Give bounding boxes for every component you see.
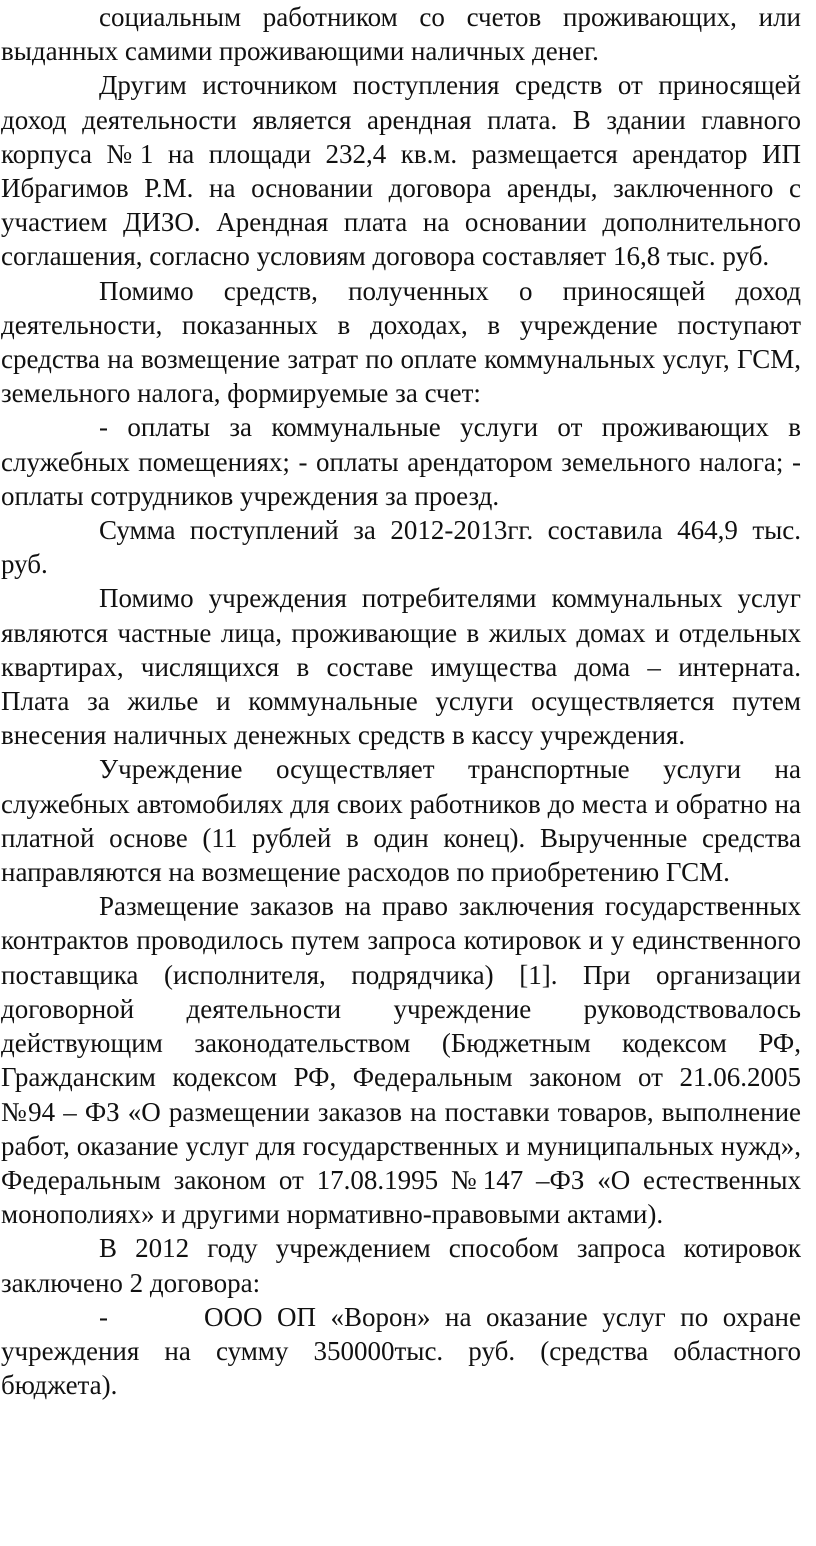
paragraph-cost-reimbursement: Помимо средств, полученных о приносящей доход деятельности, показанных в доходах, в учреждение поступают средства на возмещение затрат по оплате коммунальных услуг, ГСМ, земельного налога, формируемые за счет: [1,275,801,409]
paragraph-continuation: социальным работником со счетов проживающих, или выданных самими проживающими наличных денег. [1,2,801,67]
bullet-dash: - [99,1301,108,1332]
paragraph-payment-sources: - оплаты за коммунальные услуги от проживающих в служебных помещениях; - оплаты арендатором земельного налога; - оплаты сотрудников учреждения за проезд. [1,412,801,511]
paragraph-procurement: Размещение заказов на право заключения государственных контрактов проводилось путем запроса котировок и у единственного поставщика (исполнителя, подрядчика) [1]. При организации договорной деятельности учреждение руководствовалось действующим законодательством (Бюджетным кодексом РФ, Гражданским кодексом РФ, Федеральным законом от 21.06.2005 №94 – ФЗ «О размещении заказов на поставки товаров, выполнение работ, оказание услуг для государственных и муниципальных нужд», Федеральным законом от 17.08.1995 №147 –ФЗ «О естественных монополиях» и другими нормативно-правовыми актами). [1,891,801,1230]
bullet-item-voron [1,1300,801,1403]
paragraph-receipts-total: Сумма поступлений за 2012-2013гг. составила 464,9 тыс. руб. [1,515,801,580]
paragraph-utility-consumers: Помимо учреждения потребителями коммунальных услуг являются частные лица, проживающие в жилых домах и отдельных квартирах, числящихся в составе имущества дома – интерната. Плата за жилье и коммунальные услуги осуществляется путем внесения наличных денежных средств в кассу учреждения. [1,583,801,751]
paragraph-rental-income: Другим источником поступления средств от приносящей доход деятельности является арендная плата. В здании главного корпуса №1 на площади 232,4 кв.м. размещается арендатор ИП Ибрагимов Р.М. на основании договора аренды, заключенного с участием ДИЗО. Арендная плата на основании дополнительного соглашения, согласно условиям договора составляет 16,8 тыс. руб. [1,70,801,272]
paragraph-contracts-2012: В 2012 году учреждением способом запроса котировок заключено 2 договора: [1,1233,801,1298]
bullet-text: ООО ОП «Ворон» на оказание услуг по охране учреждения на сумму 350000тыс. руб. (средства областного бюджета). [1,1301,801,1401]
paragraph-transport-services: Учреждение осуществляет транспортные услуги на служебных автомобилях для своих работников до места и обратно на платной основе (11 рублей в один конец). Вырученные средства направляются на возмещение расходов по приобретению ГСМ. [1,754,801,888]
